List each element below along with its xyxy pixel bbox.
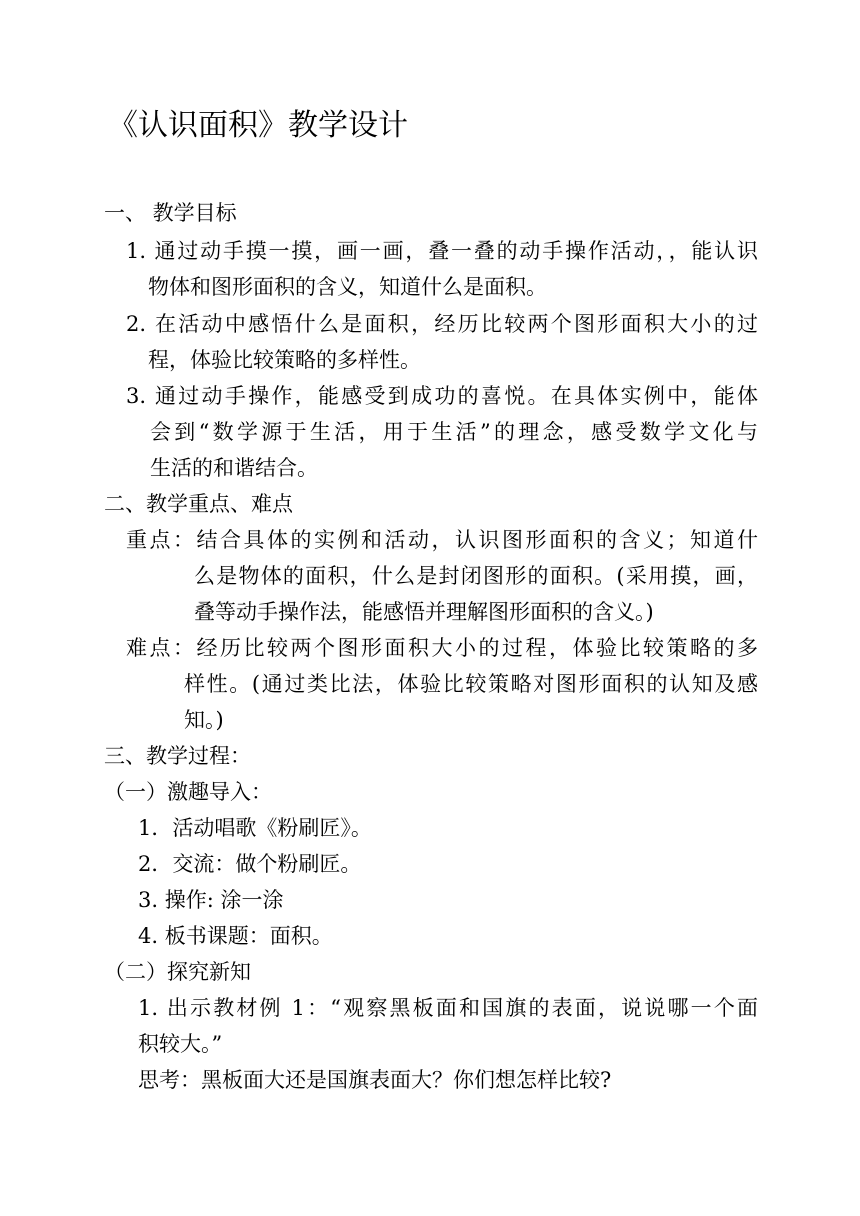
- objective-1-line-2: 物体和图形面积的含义，知道什么是面积。: [148, 275, 547, 299]
- objective-2-line-1: 2. 在活动中感悟什么是面积，经历比较两个图形面积大小的过: [126, 312, 758, 336]
- part-1-heading: （一）激趣导入：: [104, 780, 272, 804]
- difficulty-line-2: 样性。(通过类比法，体验比较策略对图形面积的认知及感: [184, 672, 758, 696]
- difficulty-line-3: 知。): [184, 708, 224, 732]
- part-2-item-1-line-2: 积较大。”: [138, 1032, 223, 1056]
- objective-1-line-1: 1. 通过动手摸一摸，画一画，叠一叠的动手操作活动，，能认识: [126, 239, 758, 263]
- part-1-step-3: 3. 操作: 涂一涂: [138, 888, 284, 912]
- objective-3-line-1: 3. 通过动手操作，能感受到成功的喜悦。在具体实例中，能体: [126, 384, 758, 408]
- document-title: 《认识面积》教学设计: [108, 108, 408, 143]
- part-2-heading: （二）探究新知: [104, 960, 251, 984]
- part-1-step-1: 1．活动唱歌《粉刷匠》。: [138, 816, 372, 840]
- key-point-line-3: 叠等动手操作法，能感悟并理解图形面积的含义。): [194, 600, 654, 624]
- objective-2-line-2: 程，体验比较策略的多样性。: [148, 348, 421, 372]
- section-heading-process: 三、教学过程：: [104, 744, 251, 768]
- part-1-step-4: 4. 板书课题：面积。: [138, 924, 333, 948]
- part-2-thinking: 思考：黑板面大还是国旗表面大？你们想怎样比较?: [138, 1068, 612, 1092]
- key-point-line-2: 么是物体的面积，什么是封闭图形的面积。(采用摸，画，: [194, 564, 758, 588]
- part-1-step-2: 2．交流：做个粉刷匠。: [138, 852, 362, 876]
- objective-3-line-2: 会到“数学源于生活，用于生活”的理念，感受数学文化与: [150, 420, 758, 444]
- section-heading-key-points: 二、教学重点、难点: [104, 492, 293, 516]
- section-heading-objectives: 一、 教学目标: [104, 201, 237, 225]
- part-2-item-1-line-1: 1. 出示教材例 1：“观察黑板面和国旗的表面，说说哪一个面: [138, 996, 758, 1020]
- objective-3-line-3: 生活的和谐结合。: [150, 456, 318, 480]
- difficulty-line-1: 难点：经历比较两个图形面积大小的过程，体验比较策略的多: [126, 636, 758, 660]
- key-point-line-1: 重点：结合具体的实例和活动，认识图形面积的含义；知道什: [126, 528, 758, 552]
